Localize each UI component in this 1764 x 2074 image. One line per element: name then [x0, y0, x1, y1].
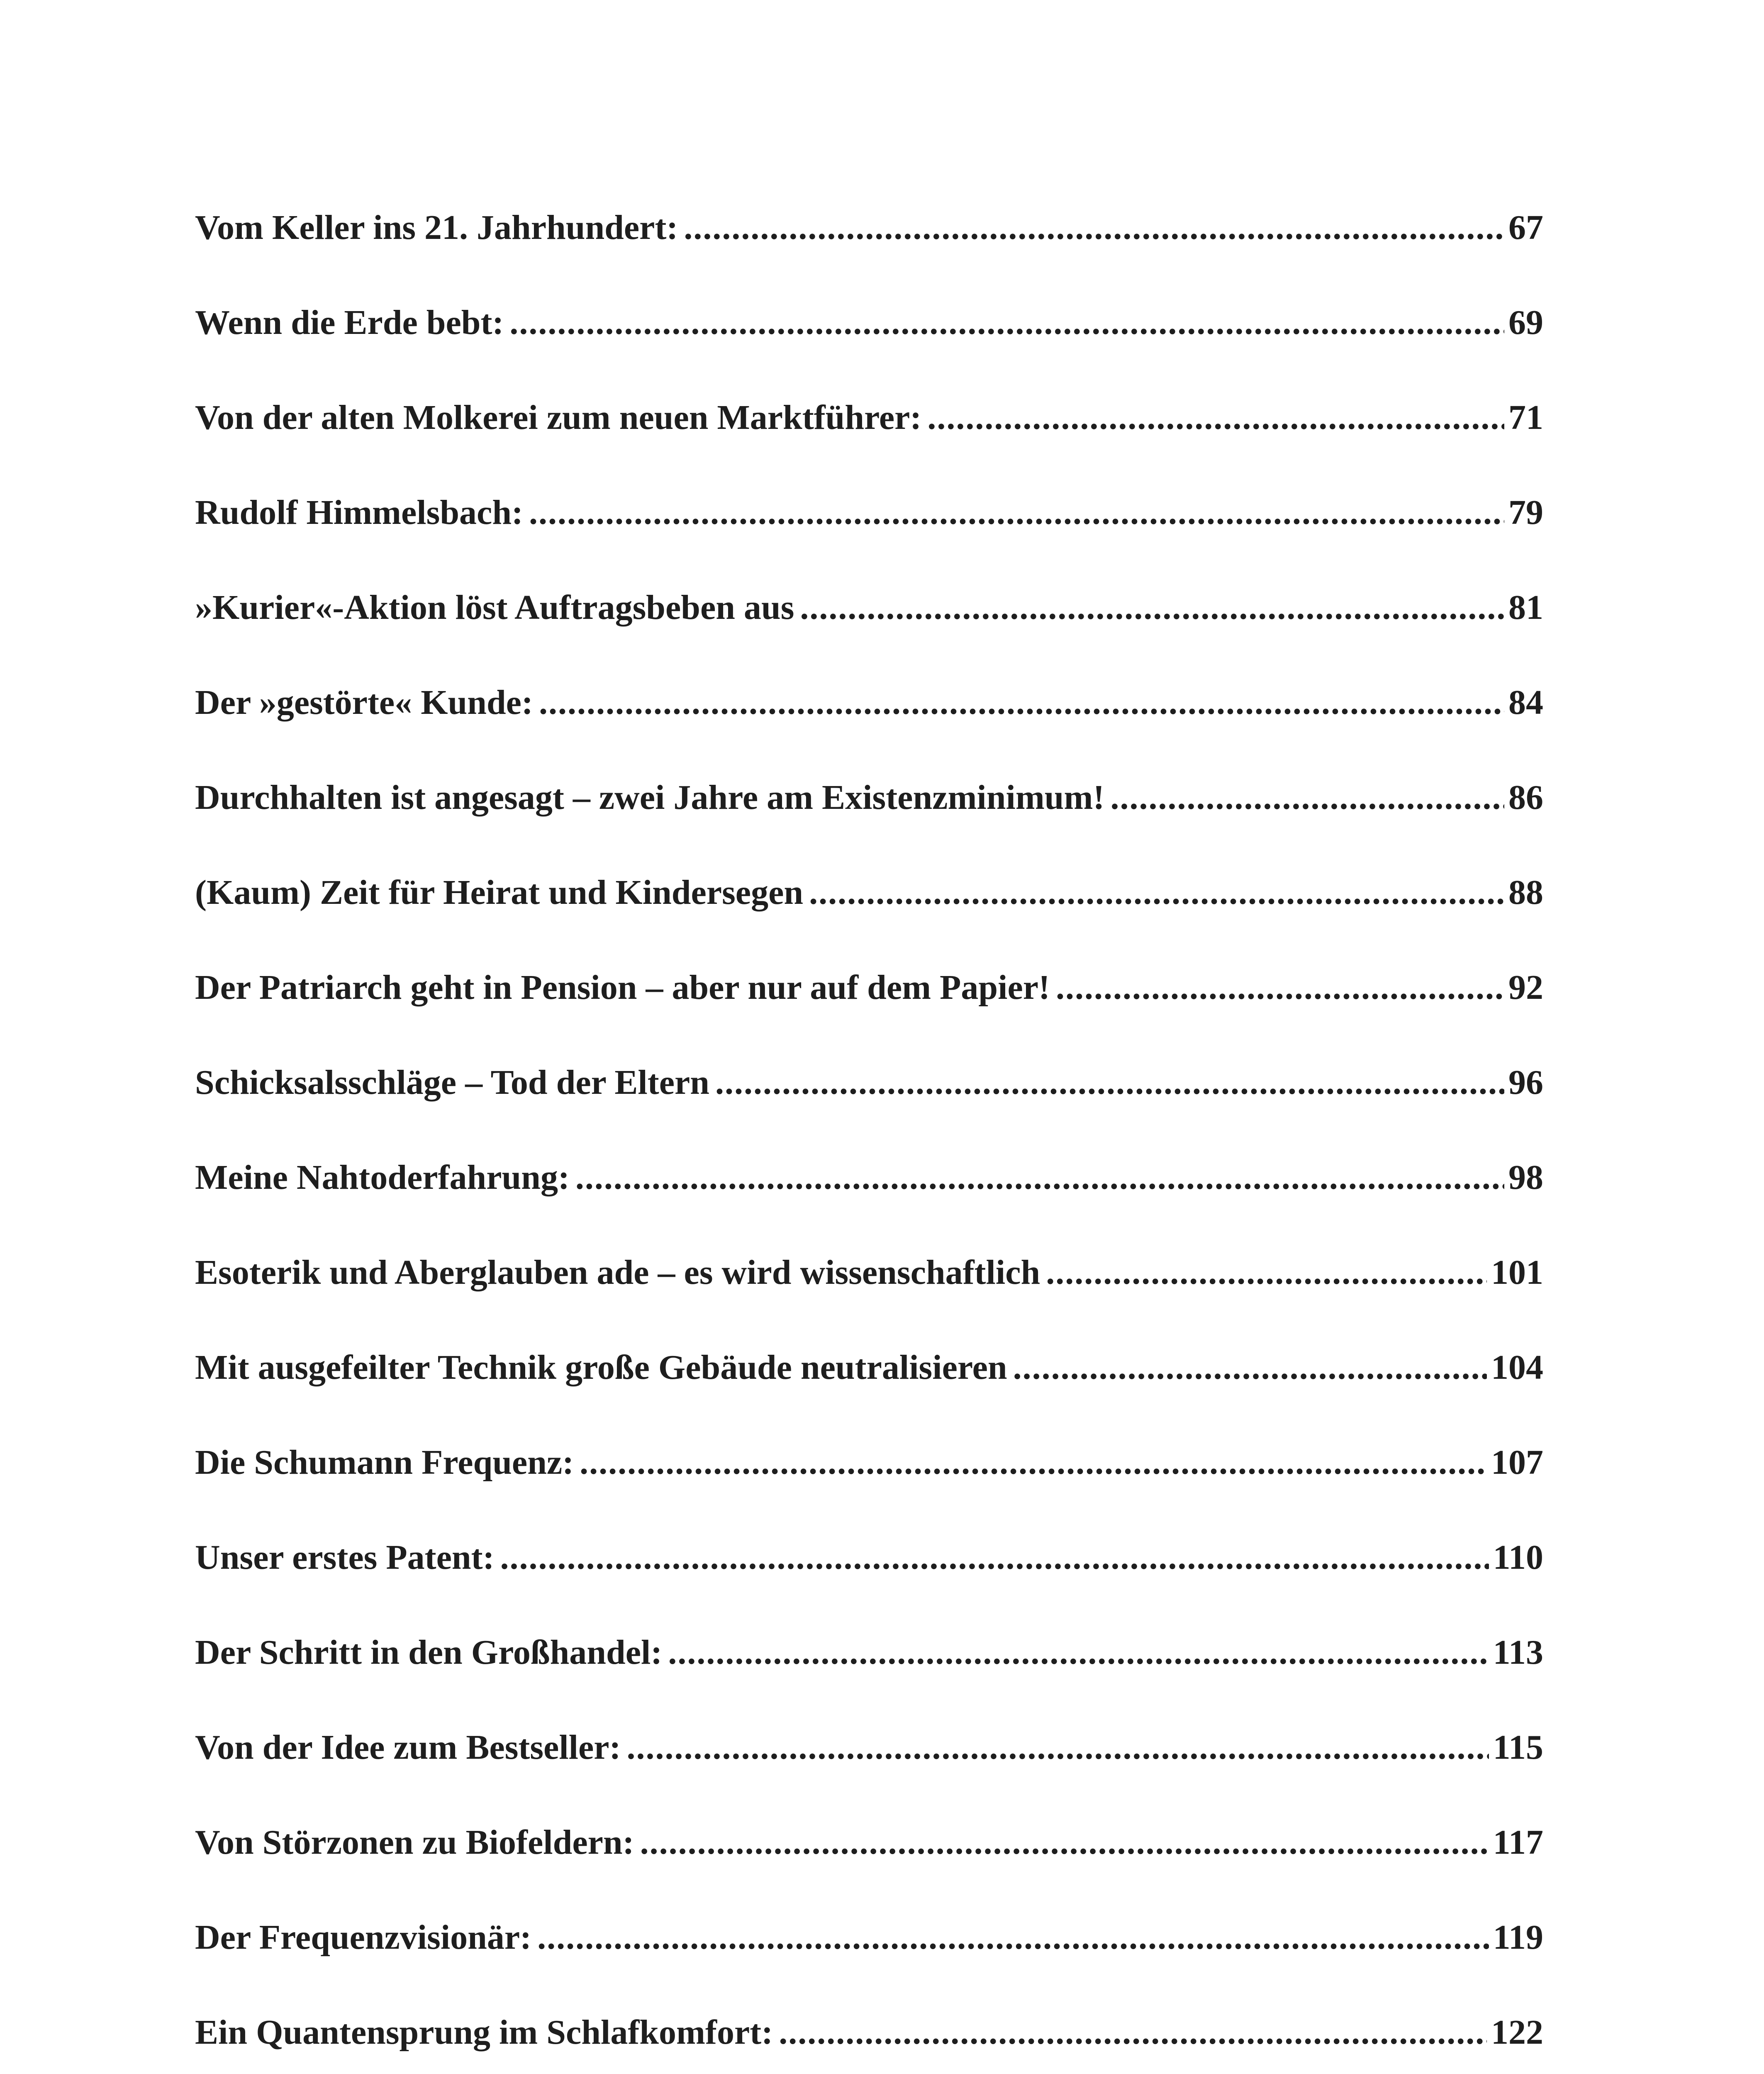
- toc-entry: [195, 1632, 1543, 1727]
- toc-entry: [195, 1822, 1543, 1917]
- toc-dot-leader: [1013, 1347, 1487, 1388]
- toc-entry-page: 98: [1508, 1158, 1543, 1197]
- toc-dot-leader: [500, 1537, 1489, 1577]
- toc-entry-title: Der Schritt in den Großhandel:: [195, 1633, 663, 1672]
- toc-entry: [195, 777, 1543, 872]
- toc-dot-leader: [509, 302, 1504, 343]
- toc-dot-leader: [779, 2012, 1487, 2052]
- toc-entry-page: 96: [1508, 1063, 1543, 1102]
- toc-entry: [195, 302, 1543, 397]
- toc-entry-page: 115: [1493, 1728, 1543, 1767]
- toc-entry-title: Ein Quantensprung im Schlafkomfort:: [195, 2013, 773, 2052]
- toc-entry: [195, 967, 1543, 1062]
- toc-dot-leader: [715, 1062, 1504, 1103]
- toc-entry-title: Der »gestörte« Kunde:: [195, 683, 533, 722]
- toc-entry: [195, 492, 1543, 587]
- toc-entry-page: 104: [1491, 1348, 1543, 1387]
- toc-entry-title: Durchhalten ist angesagt – zwei Jahre am Existenzminimum!: [195, 778, 1105, 817]
- toc-entry: [195, 1442, 1543, 1537]
- toc-dot-leader: [627, 1727, 1489, 1767]
- toc-entry: [195, 1062, 1543, 1157]
- toc-entry-title: Der Frequenzvisionär:: [195, 1918, 532, 1957]
- toc-entry: [195, 2012, 1543, 2074]
- toc-dot-leader: [684, 207, 1504, 248]
- toc-dot-leader: [1056, 967, 1504, 1008]
- toc-entry-title: Schicksalsschläge – Tod der Eltern: [195, 1063, 709, 1102]
- toc-entry-title: Von der Idee zum Bestseller:: [195, 1728, 621, 1767]
- toc-entry-title: Meine Nahtoderfahrung:: [195, 1158, 570, 1197]
- toc-dot-leader: [1046, 1252, 1487, 1293]
- toc-dot-leader: [575, 1157, 1504, 1198]
- toc-entry: [195, 872, 1543, 967]
- toc-dot-leader: [537, 1917, 1489, 1957]
- toc-entry-page: 84: [1508, 683, 1543, 722]
- toc-entry-page: 110: [1493, 1538, 1543, 1577]
- toc-entry: [195, 1917, 1543, 2012]
- toc-entry: [195, 1727, 1543, 1822]
- toc-entry-title: Vom Keller ins 21. Jahrhundert:: [195, 208, 678, 247]
- toc-entry-page: 101: [1491, 1253, 1543, 1292]
- toc-entry: [195, 1252, 1543, 1347]
- toc-entry-title: Der Patriarch geht in Pension – aber nur auf dem Papier!: [195, 968, 1050, 1007]
- toc-entry-page: 107: [1491, 1443, 1543, 1482]
- toc-entry-title: Mit ausgefeilter Technik große Gebäude neutralisieren: [195, 1348, 1007, 1387]
- toc-entry-page: 86: [1508, 778, 1543, 817]
- toc-entry-title: Wenn die Erde bebt:: [195, 303, 504, 342]
- toc-entry: [195, 1347, 1543, 1442]
- toc-entry-page: 71: [1508, 398, 1543, 437]
- toc-entry-title: Von Störzonen zu Biofeldern:: [195, 1823, 634, 1862]
- toc-entry-title: (Kaum) Zeit für Heirat und Kindersegen: [195, 873, 804, 912]
- toc-entry-title: Die Schumann Frequenz:: [195, 1443, 574, 1482]
- toc-entry: [195, 1157, 1543, 1252]
- toc-entry-title: Unser erstes Patent:: [195, 1538, 495, 1577]
- toc-entry-title: Esoterik und Aberglauben ade – es wird wissenschaftlich: [195, 1253, 1040, 1292]
- toc-entry: [195, 397, 1543, 492]
- toc-entry-page: 117: [1493, 1823, 1543, 1862]
- toc-dot-leader: [668, 1632, 1489, 1672]
- toc-entry: [195, 682, 1543, 777]
- toc-entry-page: 67: [1508, 208, 1543, 247]
- toc-entry-title: Rudolf Himmelsbach:: [195, 493, 524, 532]
- toc-entry-page: 119: [1493, 1918, 1543, 1957]
- toc-entry: [195, 587, 1543, 682]
- toc-dot-leader: [580, 1442, 1487, 1482]
- toc-dot-leader: [539, 682, 1504, 723]
- toc-entry-page: 81: [1508, 588, 1543, 627]
- toc-dot-leader: [800, 587, 1504, 628]
- toc-dot-leader: [809, 872, 1504, 913]
- toc-entry-title: Von der alten Molkerei zum neuen Marktführer:: [195, 398, 922, 437]
- toc-dot-leader: [1110, 777, 1504, 818]
- toc-entry-page: 113: [1493, 1633, 1543, 1672]
- toc-entry-page: 79: [1508, 493, 1543, 532]
- table-of-contents: [195, 207, 1543, 2074]
- toc-entry: [195, 1537, 1543, 1632]
- toc-dot-leader: [640, 1822, 1489, 1862]
- toc-entry-title: »Kurier«-Aktion löst Auftragsbeben aus: [195, 588, 794, 627]
- toc-entry-page: 69: [1508, 303, 1543, 342]
- toc-dot-leader: [927, 397, 1504, 438]
- toc-entry-page: 88: [1508, 873, 1543, 912]
- toc-dot-leader: [529, 492, 1504, 533]
- toc-entry-page: 122: [1491, 2013, 1543, 2052]
- toc-entry: [195, 207, 1543, 302]
- toc-entry-page: 92: [1508, 968, 1543, 1007]
